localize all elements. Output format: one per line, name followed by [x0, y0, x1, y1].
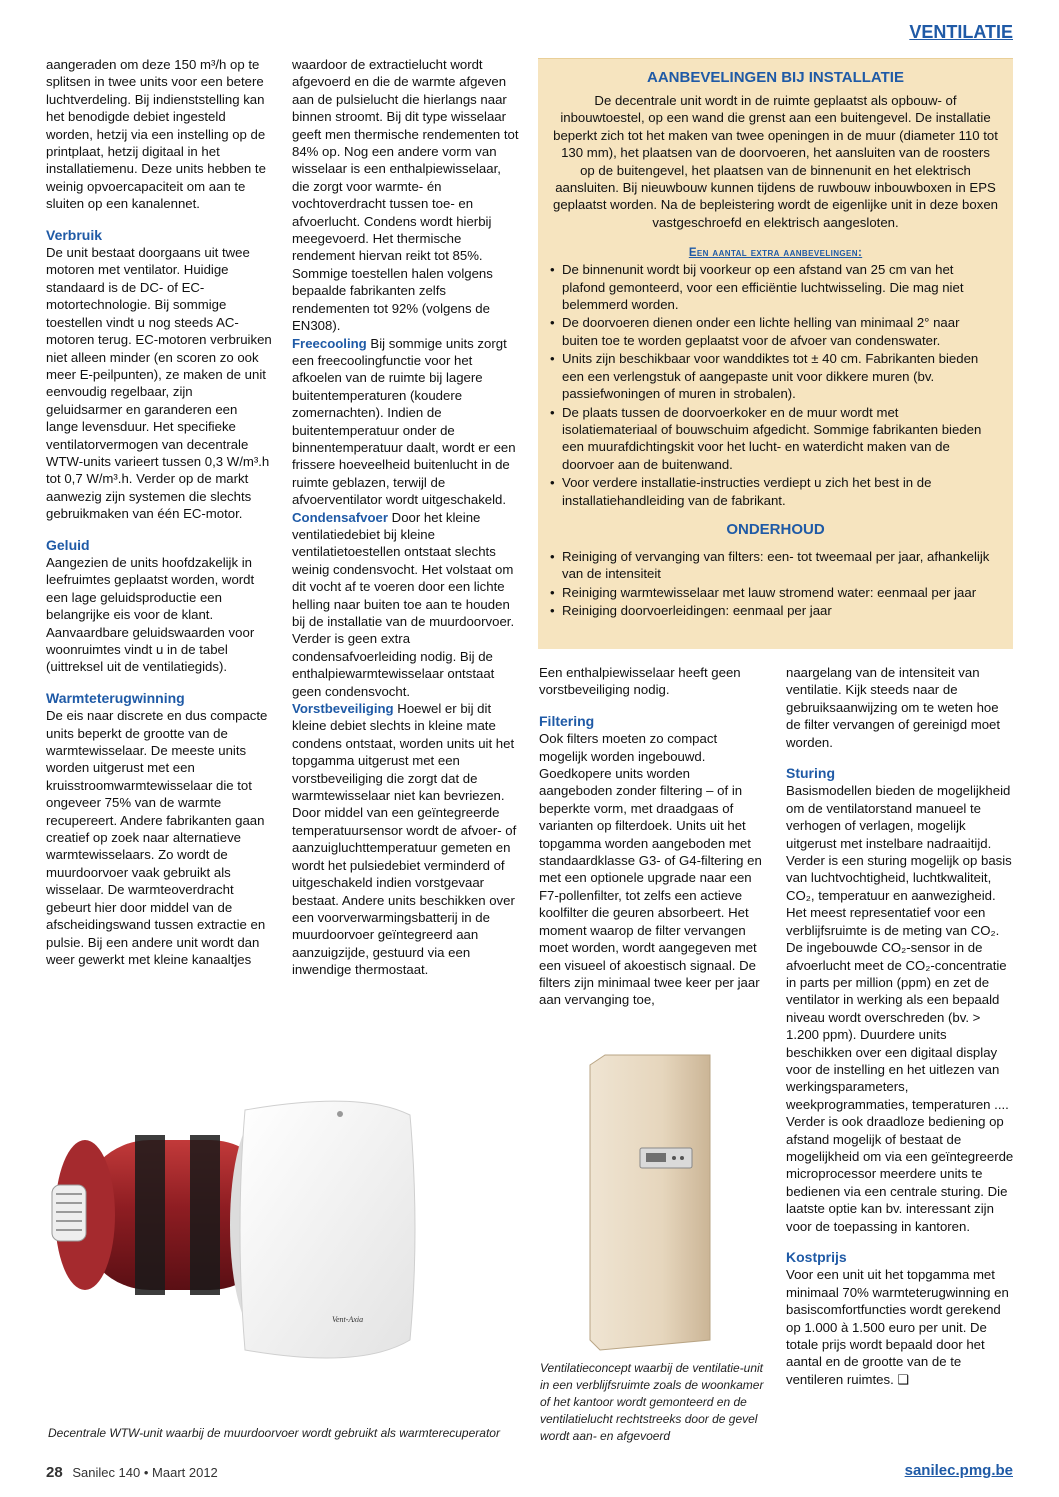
- recommendation-item: • Units zijn beschikbaar voor wanddiktes tot ± 40 cm. Fabrikanten bieden een een verlengstuk of aangepaste unit voor dikkere muren (bv. passiefwoningen of muren in strobalen).: [544, 350, 983, 402]
- caption-right: Ventilatieconcept waarbij de ventilatie-unit in een verblijfsruimte zoals de woonkamer of het kantoor wordt gemonteerd en de ventilatielucht rechtstreeks door de gevel wordt aan- en afgevoerd: [540, 1361, 764, 1443]
- col2-freecooling: [292, 335, 520, 509]
- issue-label: Sanilec 140 • Maart 2012: [72, 1465, 218, 1480]
- recommendation-item: • De doorvoeren dienen onder een lichte helling van minimaal 2° naar buiten toe te worden geplaatst voor de afvoer van condenswater.: [544, 314, 983, 349]
- column-1: [46, 56, 272, 968]
- recommendation-item: • De plaats tussen de doorvoerkoker en de muur wordt met isolatiemateriaal of bouwschuim afgedicht. Sommige fabrikanten bieden een muurafdichtingskit voor het lucht- en waterdicht maken van de doorvoer aan de buitenwand.: [544, 404, 983, 474]
- col2-vorstbeveiliging-text: Hoewel er bij dit kleine debiet slechts in kleine mate condens ontstaat, worden units uit het topgamma uitgerust met een vorstbeveiliging die zorgt dat de warmtewisselaar niet kan bevriezen. Door middel van een geïntegreerde temperatuursensor wordt de afvoer- of aanzuigluchttemperatuur gemeten en wordt het pulsiedebiet verminderd of uitgeschakeld indien vorstgevaar bestaat. Andere units beschikken over een voorverwarmingsbatterij in de muurdoorvoer geïntegreerd aan aanzuigzijde, gestuurd via een inwendige thermostaat.: [292, 701, 517, 978]
- onderhoud-title: ONDERHOUD: [726, 520, 825, 538]
- column-4: [786, 664, 1014, 1388]
- recommendations-box: [538, 58, 1013, 649]
- recommendation-item: • De binnenunit wordt bij voorkeur op een afstand van 25 cm van het plafond gemonteerd, voor een efficiëntie luchtwisseling. Die mag niet belemmerd worden.: [544, 261, 983, 313]
- website-link[interactable]: sanilec.pmg.be: [904, 1462, 1013, 1479]
- section-tag: VENTILATIE: [909, 22, 1013, 42]
- display-screen: [646, 1153, 666, 1162]
- recommendations-list: [544, 261, 983, 509]
- maintenance-item: • Reiniging warmtewisselaar met lauw stromend water: eenmaal per jaar: [544, 584, 1007, 601]
- heading-kostprijs: Kostprijs: [786, 1249, 847, 1265]
- front-panel: [240, 1101, 415, 1358]
- col4-kostprijs: Voor een unit uit het topgamma met minimaal 70% warmteterugwinning en basiscomfortfuncties wordt gerekend op 1.000 à 1.500 euro per unit. De totale prijs wordt bepaald door het aantal en de grootte van de te ventileren ruimtes. ❑: [786, 1267, 1009, 1387]
- wall-unit-photo: [40, 1090, 470, 1380]
- page-number: 28: [46, 1464, 63, 1481]
- cabinet-body: [590, 1055, 710, 1350]
- col1-warmte: De eis naar discrete en dus compacte units beperkt de grootte van de warmtewisselaar. De meeste units worden uitgerust met een kruisstroomwarmtewisselaar die tot ongeveer 75% van de warmte recupereert. Andere fabrikanten gaan creatief op zoek naar alternatieve warmtewisselaars. Zo wordt de muurdoorvoer vaak gebruikt als wisselaar. De warmteoverdracht gebeurt hier door middel van de afscheidingswand tussen extractie en pulsie. Bij een andere unit wordt dan weer gewerkt met kleine kanaaltjes: [46, 708, 268, 967]
- maintenance-item: • Reiniging of vervanging van filters: een- tot tweemaal per jaar, afhankelijk van de intensiteit: [544, 548, 1007, 583]
- col2-vorstbeveiliging: [292, 700, 520, 979]
- heading-verbruik: Verbruik: [46, 226, 103, 243]
- column-3: [539, 664, 767, 1009]
- control-knob: [672, 1156, 676, 1160]
- indicator-light: [337, 1111, 343, 1117]
- footer-left: [46, 1464, 218, 1481]
- box-intro: De decentrale unit wordt in de ruimte geplaatst als opbouw- of inbouwtoestel, op een wand die grenst aan een buitengevel. De installatie beperkt zich tot het maken van twee openingen in de muur (diameter 110 tot 130 mm), het plaatsen van de doorvoeren, het aansluiten van de roosters op de buitengevel, het plaatsen van de binnenunit en het elektrisch aansluiten. Bij nieuwbouw kunnen tijdens de ruwbouw inbouwboxen in EPS geplaatst worden. Na de bepleistering wordt de eigenlijke unit in deze boxen vastgeschroefd en elektrisch aangesloten.: [552, 93, 998, 230]
- pipe-seal: [135, 1135, 165, 1295]
- pipe-seal: [190, 1135, 220, 1295]
- heading-warmteterugwinning: Warmteterugwinning: [46, 689, 185, 706]
- heading-sturing: Sturing: [786, 765, 835, 782]
- col4-intro: naargelang van de intensiteit van ventilatie. Kijk steeds naar de gebruiksaanwijzing om te weten hoe de filter vervangen of gereinigd moet worden.: [786, 665, 1001, 750]
- column-2: [292, 56, 520, 979]
- runin-freecooling: Freecooling: [292, 335, 367, 351]
- heading-geluid: Geluid: [46, 536, 90, 553]
- col3-filtering: Ook filters moeten zo compact mogelijk worden ingebouwd. Goedkopere units worden aangeboden zonder filtering – of in beperkte vorm, met draadgaas of varianten op filterdoek. Units uit het topgamma worden aangeboden met standaardklasse G3- of G4-filtering en met een optionele upgrade naar een F7-pollenfilter, tot zelfs een actieve koolfilter die geuren absorbeert. Het moment waarop de filter vervangen moet worden, wordt aangegeven met een visueel of akoestisch signaal. De filters zijn minimaal twee keer per jaar aan vervanging toe,: [539, 731, 762, 1008]
- maintenance-list: [544, 548, 1007, 620]
- product-logo: Vent-Axia: [332, 1315, 364, 1324]
- col1-geluid: Aangezien de units hoofdzakelijk in leefruimtes geplaatst worden, wordt een lage geluidsproductie een belangrijke eis voor de klant. Aanvaardbare geluidswaarden voor woonruimtes vindt u in de tabel (uittreksel uit de ventilatiegids).: [46, 554, 255, 675]
- col3-intro: Een enthalpiewisselaar heeft geen vorstbeveiliging nodig.: [539, 665, 741, 698]
- col1-intro: aangeraden om deze 150 m³/h op te splitsen in twee units voor een betere luchtverdeling. Bij indienststelling kan het benodigde debiet ingesteld worden, hetzij via een instelling op de printplaat, hetzij digitaal in het installatiemenu. Deze units hebben te weinig opvoercapaciteit om aan te sluiten op een kanalennet.: [46, 57, 266, 212]
- col2-condensafvoer-text: Door het kleine ventilatiedebiet bij kleine ventilatietoestellen ontstaat slechts weinig condensvocht. Het volstaat om dit vocht af te voeren door een lichte helling naar buiten toe aan te houden bij de installatie van de muurdoorvoer. Verder is geen extra condensafvoerleiding nodig. Bij de enthalpiewarmtewisselaar ontstaat geen condensvocht.: [292, 509, 515, 699]
- heading-filtering: Filtering: [539, 712, 595, 729]
- col4-sturing: Basismodellen bieden de mogelijkheid om de ventilatorstand manueel te verhogen of verlagen, mogelijk uitgerust met instelbare nadraaitijd. Verder is een sturing mogelijk op basis van luchtvochtigheid, luchtkwaliteit, CO₂, temperatuur en aanwezigheid. Het meest representatief voor een verblijfsruimte is de meting van CO₂. De ingebouwde CO₂-sensor in de afvoerlucht meet de CO₂-concentratie in parts per million (ppm) en zet de ventilator in werking als een bepaald niveau wordt overschreden (bv. > 1.200 ppm). Duurdere units beschikken over een digitaal display voor de instelling en het uitlezen van werkingsparameters, weekprogrammaties, temperaturen .... Verder is ook draadloze bediening op afstand mogelijk of bestaat de mogelijkheid om via een geïntegreerde microprocessor meerdere units te bedienen via een centrale sturing. Die laatste optie kan bv. interessant zijn voor de toepassing in kantoren.: [786, 783, 1014, 1234]
- maintenance-item: • Reiniging doorvoerleidingen: eenmaal per jaar: [544, 602, 1007, 619]
- runin-vorstbeveiliging: Vorstbeveiliging: [292, 701, 394, 717]
- col2-condensafvoer: [292, 509, 520, 700]
- box-title: AANBEVELINGEN BIJ INSTALLATIE: [647, 69, 904, 86]
- col2-intro: waardoor de extractielucht wordt afgevoerd en die de warmte afgeven aan de pulsielucht die hierlangs naar binnen stroomt. Bij dit type wisselaar geeft men thermische rendementen tot 84% op. Nog een andere vorm van wisselaar is een enthalpiewisselaar, die zorgt voor warmte- én vochtoverdracht tussen toe- en afvoerlucht. Condens wordt hierbij meegevoerd. Het thermische rendement hiervan reikt tot 85%. Sommige toestellen halen volgens bepaalde fabrikanten zelfs rendementen tot 92% (volgens de EN308).: [292, 57, 519, 334]
- runin-condensafvoer: Condensafvoer: [292, 509, 388, 525]
- cabinet-unit-photo: [580, 1050, 730, 1355]
- control-knob: [680, 1156, 684, 1160]
- col1-verbruik: De unit bestaat doorgaans uit twee motoren met ventilator. Huidige standaard is de DC- of EC-motortechnologie. Bij sommige toestellen vindt u nog steeds AC-motoren terug. EC-motoren verbruiken niet alleen minder (en scoren zo ook meer E-peilpunten), ze maken de unit eenvoudig regelbaar, zijn geluidsarmer en garanderen een lange levensduur. Het specifieke ventilatorvermogen van decentrale WTW-units varieert tussen 0,3 W/m³.h tot 0,7 W/m³.h. Verder op de markt aanwezig zijn systemen die slechts gebruikmaken van één EC-motor.: [46, 245, 272, 522]
- col2-freecooling-text: Bij sommige units zorgt een freecoolingfunctie voor het afkoelen van de ruimte bij lagere buitentemperaturen (koudere zomernachten). Indien de buitentemperatuur onder de binnentemperatuur daalt, wordt er een frissere hoeveelheid buitenlucht in de ruimte geblazen, terwijl de afvoerventilator wordt uitgeschakeld.: [292, 335, 516, 508]
- box-subtitle: Een aantal extra aanbevelingen:: [688, 247, 863, 260]
- caption-left: Decentrale WTW-unit waarbij de muurdoorvoer wordt gebruikt als warmterecuperator: [48, 1426, 500, 1440]
- recommendation-item: • Voor verdere installatie-instructies verdiept u zich het best in de installatiehandleiding van de fabrikant.: [544, 474, 983, 509]
